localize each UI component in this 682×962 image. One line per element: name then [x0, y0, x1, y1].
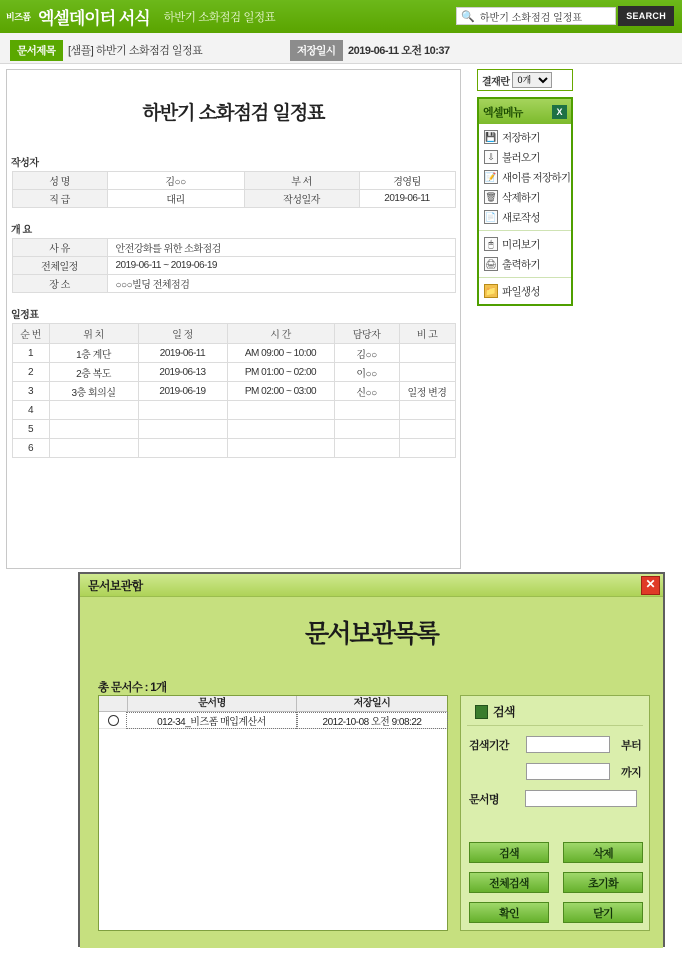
sheet-spacer	[7, 293, 460, 303]
close-icon[interactable]: ✕	[641, 576, 660, 595]
save-date-value: 2019-06-11 오전 10:37	[348, 45, 450, 57]
confirm-button[interactable]: 확인	[469, 902, 549, 923]
cell-no[interactable]: 2	[12, 363, 49, 382]
cell-remark[interactable]	[399, 363, 455, 382]
row-savedate: 2012-10-08 오전 9:08:22	[297, 713, 447, 728]
excel-menu-title: 엑셀메뉴	[483, 106, 523, 119]
overview-table	[12, 238, 456, 293]
cell-no[interactable]: 6	[12, 439, 49, 458]
cell-label: 작성일자	[244, 190, 359, 208]
table-row	[12, 275, 455, 293]
header-subtitle: 하반기 소화점검 일정표	[163, 11, 276, 24]
sheet-title: 하반기 소화점검 일정표	[142, 103, 325, 124]
cell-person[interactable]	[334, 401, 399, 420]
cell-person[interactable]: 이○○	[334, 363, 399, 382]
excel-menu-header	[479, 99, 571, 124]
col-header-no: 순 번	[12, 324, 49, 344]
cell-location[interactable]: 2층 복도	[49, 363, 138, 382]
cell-date[interactable]	[138, 439, 227, 458]
search-docname-input[interactable]	[525, 790, 637, 807]
search-docname-label: 문서명	[469, 793, 499, 806]
excel-menu-panel	[477, 97, 573, 306]
menu-item-file-create[interactable]	[479, 281, 571, 301]
cell-remark[interactable]	[399, 439, 455, 458]
search-input[interactable]	[478, 10, 614, 23]
cell-label: 성 명	[12, 172, 107, 190]
cell-location[interactable]: 3층 회의실	[49, 382, 138, 401]
writer-table	[12, 171, 456, 208]
menu-item-label: 새로작성	[502, 211, 540, 224]
table-row	[12, 239, 455, 257]
menu-item-label: 새이름 저장하기	[502, 171, 571, 184]
menu-item-label: 불러오기	[502, 151, 540, 164]
print-icon: 🖨	[485, 259, 497, 269]
document-info-bar	[0, 33, 682, 64]
cell-remark[interactable]	[399, 344, 455, 363]
header-search-area	[456, 6, 674, 26]
dialog-body	[80, 597, 663, 948]
cell-date[interactable]	[138, 420, 227, 439]
approval-count-select[interactable]	[512, 72, 552, 88]
col-header-remark: 비 고	[399, 324, 455, 344]
search-all-button[interactable]: 전체검색	[469, 872, 549, 893]
writer-section-label: 작성자	[11, 158, 39, 169]
trash-icon: 🗑	[485, 192, 497, 202]
cell-location[interactable]	[49, 401, 138, 420]
save-icon: 💾	[485, 132, 497, 142]
cell-remark[interactable]	[399, 420, 455, 439]
col-header-time: 시 간	[227, 324, 334, 344]
cell-person[interactable]	[334, 420, 399, 439]
cell-remark[interactable]	[399, 401, 455, 420]
menu-item-open[interactable]	[479, 147, 571, 167]
cell-time[interactable]	[227, 420, 334, 439]
table-row	[12, 363, 455, 382]
cell-no[interactable]: 3	[12, 382, 49, 401]
preview-icon: 🖱	[484, 237, 498, 251]
table-row	[12, 382, 455, 401]
menu-item-preview[interactable]	[479, 234, 571, 254]
col-header-docname: 문서명	[128, 696, 297, 711]
dialog-title: 문서보관함	[88, 578, 143, 593]
search-button[interactable]: SEARCH	[618, 6, 674, 26]
spreadsheet-document[interactable]	[6, 69, 461, 569]
folder-icon: 📁	[485, 286, 497, 296]
menu-item-delete[interactable]	[479, 187, 571, 207]
cell-date[interactable]: 2019-06-11	[138, 344, 227, 363]
search-panel-icon	[475, 705, 488, 719]
doc-title-value: [샘플] 하반기 소화점검 일정표	[68, 45, 203, 57]
menu-item-label: 삭제하기	[502, 191, 540, 204]
row-docname: 012-34_비즈폼 매입계산서	[127, 713, 297, 728]
cell-no[interactable]: 1	[12, 344, 49, 363]
cell-time[interactable]: AM 09:00 ~ 10:00	[227, 344, 334, 363]
menu-group-print	[479, 231, 571, 278]
button-row	[469, 902, 643, 923]
search-button-grid	[469, 842, 643, 932]
cell-value[interactable]: 2019-06-11	[359, 190, 455, 208]
cell-value[interactable]: 대리	[107, 190, 244, 208]
col-header-savedate: 저장일시	[353, 698, 391, 709]
search-panel-title: 검색	[493, 705, 515, 719]
menu-item-save-as[interactable]	[479, 167, 571, 187]
cell-date[interactable]: 2019-06-19	[138, 382, 227, 401]
save-as-icon: 📝	[485, 172, 497, 182]
menu-item-label: 파일생성	[502, 285, 540, 298]
cell-location[interactable]	[49, 439, 138, 458]
save-date-tag: 저장일시	[290, 40, 343, 61]
cell-label: 장 소	[12, 275, 107, 293]
document-list[interactable]	[98, 695, 448, 931]
cell-value[interactable]: 경영팀	[359, 172, 455, 190]
schedule-table	[12, 323, 456, 458]
search-period-from-suffix: 부터	[621, 739, 641, 752]
menu-item-label: 출력하기	[502, 258, 540, 271]
list-item[interactable]	[99, 712, 447, 729]
cell-location[interactable]: 1층 계단	[49, 344, 138, 363]
sheet-spacer	[7, 208, 460, 218]
search-period-label: 검색기간	[469, 739, 509, 752]
menu-item-save[interactable]	[479, 127, 571, 147]
cell-time[interactable]	[227, 439, 334, 458]
search-period-to-suffix: 까지	[621, 766, 641, 779]
excel-icon: X	[552, 105, 567, 119]
row-radio[interactable]	[99, 714, 127, 726]
schedule-section-label: 일정표	[11, 310, 39, 321]
reset-button[interactable]: 초기화	[563, 872, 643, 893]
cell-location[interactable]	[49, 420, 138, 439]
cell-value[interactable]: ○○○빌딩 전체점검	[107, 275, 455, 293]
overview-section-label: 개 요	[11, 225, 32, 236]
cell-label: 직 급	[12, 190, 107, 208]
document-list-header	[99, 696, 447, 712]
cell-remark[interactable]: 일정 변경	[399, 382, 455, 401]
table-row	[12, 172, 455, 190]
col-header-location: 위 치	[49, 324, 138, 344]
table-row	[12, 344, 455, 363]
open-icon: ⇩	[484, 150, 498, 164]
menu-item-label: 저장하기	[502, 131, 540, 144]
cell-label: 부 서	[244, 172, 359, 190]
approval-label: 결재란	[482, 76, 510, 88]
cell-value[interactable]: 김○○	[107, 172, 244, 190]
doc-title-tag: 문서제목	[10, 40, 63, 61]
cell-label: 사 유	[12, 239, 107, 257]
cell-time[interactable]	[227, 401, 334, 420]
menu-group-file	[479, 124, 571, 231]
button-row	[469, 842, 643, 863]
radio-icon[interactable]	[108, 715, 119, 726]
cell-time[interactable]: PM 01:00 ~ 02:00	[227, 363, 334, 382]
cell-no[interactable]: 4	[12, 401, 49, 420]
document-archive-dialog[interactable]	[78, 572, 665, 947]
top-header-bar	[0, 0, 682, 33]
table-row	[12, 401, 455, 420]
search-panel-title-row	[467, 696, 643, 726]
brand-logo-mark: 비즈폼	[6, 11, 31, 22]
table-row	[12, 257, 455, 275]
approval-box[interactable]	[477, 69, 573, 91]
cell-time[interactable]: PM 02:00 ~ 03:00	[227, 382, 334, 401]
brand-logo-text: 엑셀데이터 서식	[38, 9, 150, 28]
search-docname-row	[469, 790, 641, 807]
menu-item-new[interactable]	[479, 207, 571, 227]
table-row	[12, 420, 455, 439]
cell-no[interactable]: 5	[12, 420, 49, 439]
cell-date[interactable]: 2019-06-13	[138, 363, 227, 382]
cell-value[interactable]: 안전강화를 위한 소화점검	[107, 239, 455, 257]
cell-person[interactable]: 신○○	[334, 382, 399, 401]
cell-date[interactable]	[138, 401, 227, 420]
table-row	[12, 439, 455, 458]
search-period-to-input[interactable]	[526, 763, 610, 780]
button-row	[469, 872, 643, 893]
dialog-heading: 문서보관목록	[305, 620, 438, 648]
menu-group-file-create	[479, 278, 571, 304]
col-header-person: 담당자	[334, 324, 399, 344]
table-row	[12, 190, 455, 208]
search-button[interactable]: 검색	[469, 842, 549, 863]
search-period-to-row	[469, 763, 641, 780]
cell-label: 전체일정	[12, 257, 107, 275]
dialog-titlebar[interactable]	[80, 574, 663, 597]
search-box[interactable]	[456, 7, 616, 25]
menu-item-print[interactable]	[479, 254, 571, 274]
search-period-from-row	[469, 736, 641, 753]
menu-item-label: 미리보기	[502, 238, 540, 251]
search-panel	[460, 695, 650, 931]
table-header-row	[12, 324, 455, 344]
cell-value[interactable]: 2019-06-11 ~ 2019-06-19	[107, 257, 455, 275]
cell-person[interactable]: 김○○	[334, 344, 399, 363]
search-icon: 🔍	[461, 10, 475, 23]
search-period-from-input[interactable]	[526, 736, 610, 753]
col-header-date: 일 정	[138, 324, 227, 344]
new-doc-icon: 📄	[485, 212, 497, 222]
document-count-text: 총 문서수 : 1개	[98, 682, 167, 694]
delete-button[interactable]: 삭제	[563, 842, 643, 863]
close-button[interactable]: 닫기	[563, 902, 643, 923]
cell-person[interactable]	[334, 439, 399, 458]
col-header-select	[99, 696, 128, 711]
